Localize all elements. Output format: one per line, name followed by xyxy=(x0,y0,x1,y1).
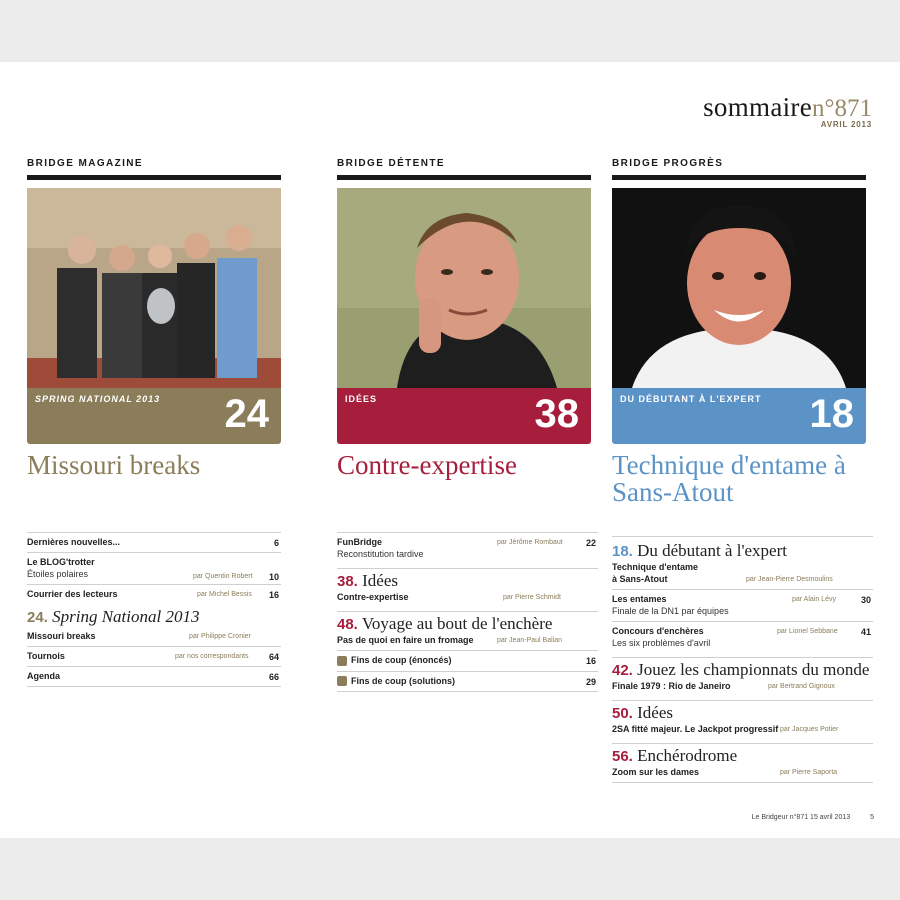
entry-subtitle: Finale de la DN1 par équipes xyxy=(612,606,729,616)
masthead-issue-number: n°871 xyxy=(812,95,872,122)
entry-author: par nos correspondants xyxy=(175,653,249,660)
entry-author: par Bertrand Gignoux xyxy=(768,683,835,690)
section-number: 24. xyxy=(27,609,48,626)
entry-subtitle: à Sans-Atout xyxy=(612,574,668,584)
masthead xyxy=(703,92,872,129)
entry-page: 66 xyxy=(268,672,279,682)
toc-section-heading xyxy=(612,700,873,723)
entry-page: 22 xyxy=(585,538,596,548)
toc-entry xyxy=(612,723,873,739)
entry-page: 16 xyxy=(585,656,596,666)
toc-entry xyxy=(612,561,873,589)
column-heading: BRIDGE MAGAZINE xyxy=(27,158,281,180)
entry-subtitle: Les six problèmes d'avril xyxy=(612,638,711,648)
section-title: Voyage au bout de l'enchère xyxy=(361,614,553,633)
section-number: 50. xyxy=(612,705,633,722)
section-title: Spring National 2013 xyxy=(52,607,200,626)
toc-entry xyxy=(27,666,281,687)
entry-title: Contre-expertise xyxy=(337,592,409,602)
entry-page: 41 xyxy=(860,627,871,637)
entry-title: Technique d'entame xyxy=(612,562,698,572)
entry-page: 10 xyxy=(268,572,279,582)
entry-author: par Pierre Saporta xyxy=(780,769,838,776)
footer-text: Le Bridgeur n°871 15 avril 2013 xyxy=(751,814,851,821)
feature-caption: DU DÉBUTANT À L'EXPERT xyxy=(620,394,762,404)
entry-page: 30 xyxy=(860,595,871,605)
entry-title: Les entames xyxy=(612,594,667,604)
entry-title: Courrier des lecteurs xyxy=(27,589,118,599)
toc-entry xyxy=(27,627,281,646)
toc-section-heading xyxy=(337,611,598,634)
entry-title: Pas de quoi en faire un fromage xyxy=(337,635,474,645)
section-number: 38. xyxy=(337,573,358,590)
entry-author: par Michel Bessis xyxy=(197,591,252,598)
magazine-page xyxy=(0,62,900,838)
puzzle-icon xyxy=(337,656,347,666)
entry-subtitle: Étoiles polaires xyxy=(27,569,89,579)
section-number: 42. xyxy=(612,662,633,679)
toc-entry xyxy=(612,680,873,696)
column-heading: BRIDGE DÉTENTE xyxy=(337,158,591,180)
feature-title: Contre-expertise xyxy=(337,450,517,480)
entry-title: Fins de coup (solutions) xyxy=(351,675,455,686)
entry-author: par Quentin Robert xyxy=(193,573,253,580)
section-title: Idées xyxy=(362,571,398,590)
entry-title: Agenda xyxy=(27,671,61,681)
toc-entry xyxy=(337,671,598,693)
feature-band xyxy=(612,388,866,444)
toc-column-3 xyxy=(612,532,873,783)
toc-entry xyxy=(612,621,873,653)
entry-author: par Jean-Paul Balian xyxy=(497,637,562,644)
photo-portrait-man-glasses xyxy=(337,188,591,388)
toc-section-heading xyxy=(612,657,873,680)
page-footer xyxy=(752,814,874,821)
feature-caption: SPRING NATIONAL 2013 xyxy=(35,394,161,404)
section-number: 18. xyxy=(612,543,633,560)
puzzle-icon xyxy=(337,676,347,686)
feature-caption: IDÉES xyxy=(345,394,378,404)
entry-title: Le BLOG'trotter xyxy=(27,557,95,567)
entry-title: Finale 1979 : Rio de Janeiro xyxy=(612,681,731,691)
column-bridge-progres xyxy=(612,158,866,506)
entry-title: Tournois xyxy=(27,651,65,661)
photo-portrait-smiling-man xyxy=(612,188,866,388)
entry-author: par Lionel Sebbane xyxy=(777,628,838,635)
toc-entry xyxy=(612,766,873,783)
toc-section-heading xyxy=(337,568,598,591)
feature-title: Missouri breaks xyxy=(27,450,201,480)
section-title: Du débutant à l'expert xyxy=(637,541,787,560)
entry-author: par Alain Lévy xyxy=(792,596,836,603)
masthead-sommaire: sommaire xyxy=(703,92,812,122)
section-title: Jouez les championnats du monde xyxy=(637,660,870,679)
toc-entry xyxy=(337,532,598,564)
entry-page: 16 xyxy=(268,590,279,600)
entry-title: Zoom sur les dames xyxy=(612,767,700,777)
entry-author: par Philippe Cronier xyxy=(189,633,251,640)
toc-section-heading xyxy=(612,743,873,766)
page-number: 5 xyxy=(870,814,874,821)
entry-page: 64 xyxy=(268,652,279,662)
toc-section-heading xyxy=(612,536,873,561)
entry-author: par Jean-Pierre Desmoulins xyxy=(746,576,833,583)
entry-subtitle: Reconstitution tardive xyxy=(337,549,424,559)
section-number: 48. xyxy=(337,616,358,633)
feature-page-number: 38 xyxy=(534,392,579,436)
toc-section-heading xyxy=(27,608,281,627)
masthead-date: AVRIL 2013 xyxy=(820,120,872,129)
column-bridge-detente xyxy=(337,158,591,479)
toc-entry xyxy=(337,634,598,650)
entry-title: 2SA fitté majeur. Le Jackpot progressif xyxy=(612,724,779,734)
entry-page: 6 xyxy=(273,538,279,548)
toc-entry xyxy=(337,650,598,671)
section-number: 56. xyxy=(612,748,633,765)
feature-band xyxy=(27,388,281,444)
entry-title: Concours d'enchères xyxy=(612,626,704,636)
entry-title: FunBridge xyxy=(337,537,382,547)
feature-title: Technique d'entame à Sans-Atout xyxy=(612,450,846,507)
section-title: Idées xyxy=(637,703,673,722)
entry-title: Dernières nouvelles... xyxy=(27,537,121,547)
section-title: Enchérodrome xyxy=(637,746,738,765)
column-heading: BRIDGE PROGRÈS xyxy=(612,158,866,180)
column-bridge-magazine xyxy=(27,158,281,479)
feature-page-number: 18 xyxy=(809,392,854,436)
feature-page-number: 24 xyxy=(224,392,269,436)
toc-column-1 xyxy=(27,532,281,687)
toc-entry xyxy=(337,591,598,607)
toc-column-2 xyxy=(337,532,598,692)
entry-author: par Pierre Schmidt xyxy=(503,594,561,601)
toc-entry xyxy=(27,584,281,604)
entry-page: 29 xyxy=(585,676,596,687)
entry-author: par Jacques Potier xyxy=(780,726,839,733)
entry-author: par Jérôme Rombaut xyxy=(497,539,563,546)
entry-title: Missouri breaks xyxy=(27,631,96,641)
entry-title: Fins de coup (énoncés) xyxy=(351,655,452,665)
feature-band xyxy=(337,388,591,444)
photo-team-trophy xyxy=(27,188,281,388)
toc-entry xyxy=(27,552,281,584)
toc-entry xyxy=(612,589,873,621)
toc-entry xyxy=(27,646,281,666)
toc-entry xyxy=(27,532,281,552)
